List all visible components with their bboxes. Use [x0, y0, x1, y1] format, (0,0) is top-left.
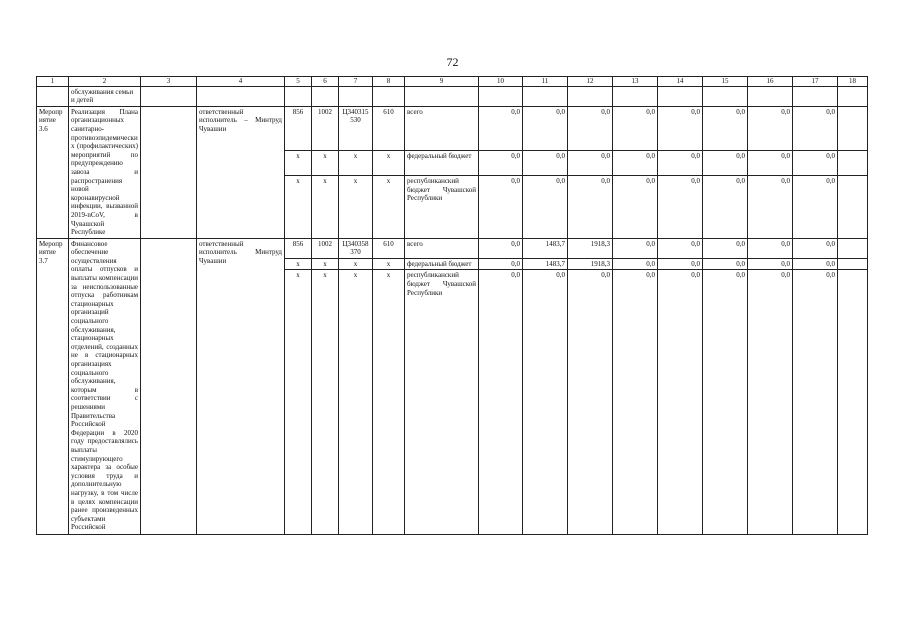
table-row: Мероприятие 3.6 Реализация Плана организационных санитарно-противоэпидемических (профилактических) мероприятий по предупреждению завоза и распространения новой коронавирусной инфекции, вызванной 2019-nCoV, в Чувашской Республике ответственный исполнитель – Минтруд Чувашии 856 1002 Ц340315530 610 всего 0,0 0,0 0,0 0,0 0,0 0,0 0,0 0,0 — [37, 106, 868, 150]
col-header: 8 — [373, 77, 405, 87]
col-header: 17 — [793, 77, 838, 87]
col-header: 15 — [703, 77, 748, 87]
col-header: 6 — [312, 77, 339, 87]
col-header: 4 — [197, 77, 285, 87]
measure-code: Мероприятие 3.6 — [37, 106, 69, 238]
measure-executor: ответственный исполнитель Минтруд Чувашии — [197, 238, 285, 535]
col-header: 10 — [479, 77, 523, 87]
col-header: 5 — [285, 77, 312, 87]
funding-source: федеральный бюджет — [405, 258, 479, 270]
col-header: 11 — [523, 77, 568, 87]
carry-row — [37, 86, 868, 106]
col-header: 13 — [613, 77, 658, 87]
funding-source: федеральный бюджет — [405, 150, 479, 175]
funding-source: республиканский бюджет Чувашской Республики — [405, 270, 479, 535]
budget-table — [36, 76, 868, 535]
table-row: x x x x республиканский бюджет Чувашской Республики 0,0 0,0 0,0 0,0 0,0 0,0 0,0 0,0 — [37, 270, 868, 535]
table-row: Мероприятие 3.7 Финансовое обеспечение осуществления оплаты отпусков и выплаты компенсации за неиспользованные отпуска работникам стационарных организаций социального обслуживания, стационарных отделений, созданных не в стационарных организациях социального обслуживания, которым в соответствии с решениями Правительства Российской Федерации в 2020 году предоставлялись выплаты стимулирующего характера за особые условия труда и дополнительную нагрузку, в том числе в целях компенсации ранее произведенных субъектами Российской ответственный исполнитель Минтруд Чувашии 856 1002 Ц340358370 610 всего 0,0 1483,7 1918,3 0,0 0,0 0,0 0,0 0,0 — [37, 238, 868, 258]
col-header: 18 — [838, 77, 868, 87]
table-row: x x x x федеральный бюджет 0,0 0,0 0,0 0,0 0,0 0,0 0,0 0,0 — [37, 150, 868, 175]
measure-executor: ответственный исполнитель – Минтруд Чувашии — [197, 106, 285, 238]
measure-name: Реализация Плана организационных санитарно-противоэпидемических (профилактических) мероприятий по предупреждению завоза и распространения новой коронавирусной инфекции, вызванной 2019-nCoV, в Чувашской Республике — [69, 106, 141, 238]
carry-text: обслуживания семьи и детей — [69, 86, 141, 106]
funding-source: всего — [405, 106, 479, 150]
col-header: 16 — [748, 77, 793, 87]
measure-name: Финансовое обеспечение осуществления оплаты отпусков и выплаты компенсации за неиспользованные отпуска работникам стационарных организаций социального обслуживания, стационарных отделений, созданных не в стационарных организациях социального обслуживания, которым в соответствии с решениями Правительства Российской Федерации в 2020 году предоставлялись выплаты стимулирующего характера за особые условия труда и дополнительную нагрузку, в том числе в целях компенсации ранее произведенных субъектами Российской — [69, 238, 141, 535]
table-row: x x x x федеральный бюджет 0,0 1483,7 1918,3 0,0 0,0 0,0 0,0 0,0 — [37, 258, 868, 270]
col-header: 7 — [339, 77, 373, 87]
header-row — [37, 77, 868, 87]
col-header: 14 — [658, 77, 703, 87]
funding-source: республиканский бюджет Чувашской Республики — [405, 176, 479, 239]
col-header: 12 — [568, 77, 613, 87]
col-header: 2 — [69, 77, 141, 87]
table-row: x x x x республиканский бюджет Чувашской Республики 0,0 0,0 0,0 0,0 0,0 0,0 0,0 0,0 — [37, 176, 868, 239]
col-header: 3 — [141, 77, 197, 87]
col-header: 9 — [405, 77, 479, 87]
col-header: 1 — [37, 77, 69, 87]
measure-code: Мероприятие 3.7 — [37, 238, 69, 535]
page-number: 72 — [446, 55, 459, 69]
funding-source: всего — [405, 238, 479, 258]
